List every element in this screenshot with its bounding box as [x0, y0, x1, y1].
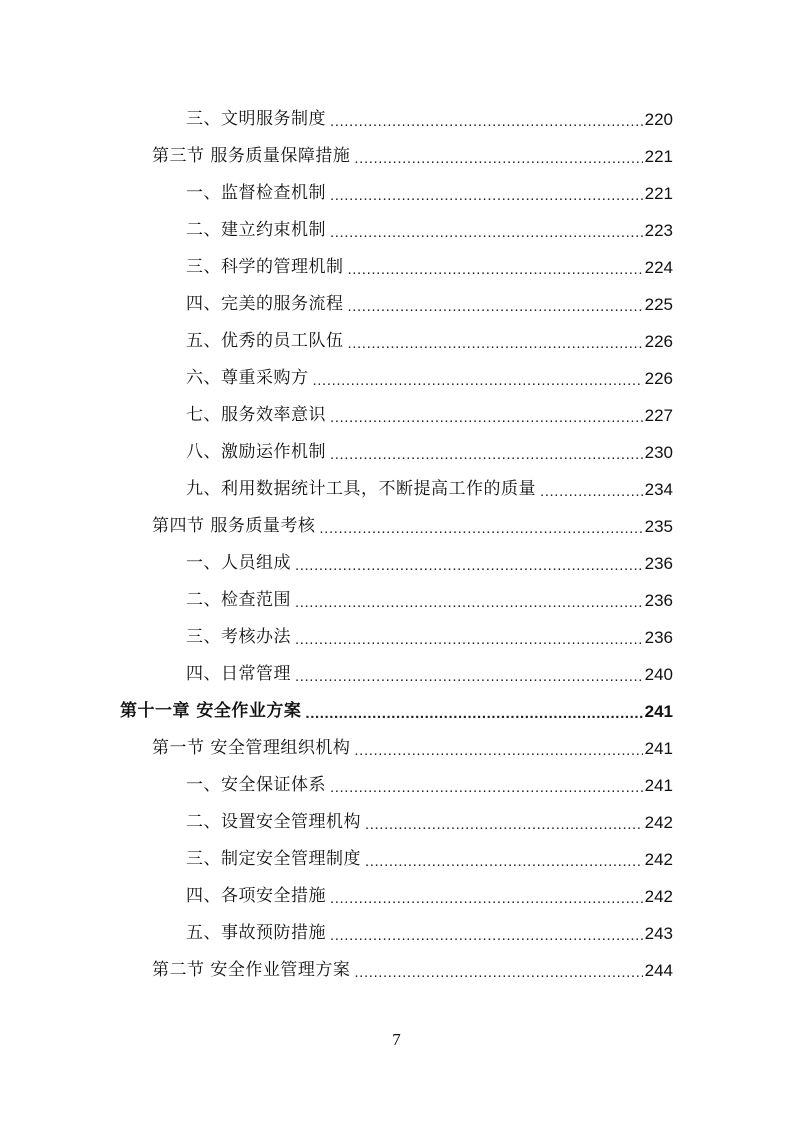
dot-leader: [330, 214, 643, 251]
toc-entry[interactable]: [186, 101, 673, 138]
toc-entry-page: 221: [644, 147, 673, 166]
dot-leader: [295, 547, 643, 584]
toc-entry-label: 三、制定安全管理制度: [186, 849, 361, 869]
toc-entry[interactable]: [186, 434, 673, 471]
dot-leader: [348, 251, 643, 288]
toc-entry-page: 241: [644, 776, 673, 795]
toc-entry[interactable]: [186, 360, 673, 397]
toc-entry-label: 八、激励运作机制: [186, 442, 326, 462]
toc-entry[interactable]: [186, 582, 673, 619]
toc-entry-label: 三、文明服务制度: [186, 109, 326, 129]
toc-entry[interactable]: [152, 508, 673, 545]
dot-leader: [313, 362, 643, 399]
toc-entry[interactable]: [186, 619, 673, 656]
toc-entry-label: 二、建立约束机制: [186, 220, 326, 240]
toc-entry-label: 四、各项安全措施: [186, 886, 326, 906]
toc-entry[interactable]: [186, 175, 673, 212]
toc-entry[interactable]: [186, 767, 673, 804]
toc-entry[interactable]: [186, 915, 673, 952]
toc-entry-page: 240: [644, 665, 673, 684]
dot-leader: [330, 177, 643, 214]
toc-entry-label: 五、优秀的员工队伍: [186, 331, 344, 351]
toc-entry-page: 230: [644, 443, 673, 462]
dot-leader: [295, 658, 643, 695]
toc-entry-page: 224: [644, 258, 673, 277]
toc-entry-page: 236: [644, 628, 673, 647]
dot-leader: [330, 103, 643, 140]
toc-entry[interactable]: [186, 656, 673, 693]
dot-leader: [330, 769, 643, 806]
dot-leader: [305, 695, 642, 732]
dot-leader: [319, 510, 642, 547]
dot-leader: [354, 140, 642, 177]
toc-entry[interactable]: [186, 878, 673, 915]
toc-entry-label: 九、利用数据统计工具，不断提高工作的质量: [186, 479, 536, 499]
dot-leader: [348, 288, 643, 325]
dot-leader: [330, 880, 643, 917]
toc-entry[interactable]: [186, 323, 673, 360]
toc-entry-label: 第三节 服务质量保障措施: [152, 146, 351, 166]
toc-entry-label: 一、人员组成: [186, 553, 291, 573]
toc-entry[interactable]: [152, 730, 673, 767]
dot-leader: [540, 473, 643, 510]
toc-entry-page: 244: [644, 961, 673, 980]
toc-entry-label: 六、尊重采购方: [186, 368, 309, 388]
toc-entry-label: 二、设置安全管理机构: [186, 812, 361, 832]
toc-entry-page: 227: [644, 406, 673, 425]
dot-leader: [348, 325, 643, 362]
toc-entry-page: 242: [644, 813, 673, 832]
toc-entry-page: 241: [644, 702, 673, 721]
toc-entry-page: 223: [644, 221, 673, 240]
toc-entry-page: 243: [644, 924, 673, 943]
toc-entry-label: 四、完美的服务流程: [186, 294, 344, 314]
toc-entry-label: 二、检查范围: [186, 590, 291, 610]
dot-leader: [295, 584, 643, 621]
toc-entry[interactable]: [186, 804, 673, 841]
toc-entry-label: 第二节 安全作业管理方案: [152, 960, 351, 980]
dot-leader: [295, 621, 643, 658]
dot-leader: [365, 806, 643, 843]
toc-entry[interactable]: [186, 212, 673, 249]
toc-entry-label: 一、安全保证体系: [186, 775, 326, 795]
toc-entry-label: 第四节 服务质量考核: [152, 516, 316, 536]
toc-entry-page: 220: [644, 110, 673, 129]
toc-entry-page: 235: [644, 517, 673, 536]
toc-entry[interactable]: [186, 249, 673, 286]
toc-entry-label: 第十一章 安全作业方案: [120, 701, 302, 721]
toc-entry-page: 236: [644, 591, 673, 610]
toc-entry[interactable]: [186, 545, 673, 582]
toc-entry-page: 226: [644, 332, 673, 351]
toc-entry-label: 四、日常管理: [186, 664, 291, 684]
toc-entry[interactable]: [186, 397, 673, 434]
toc-entry[interactable]: [152, 952, 673, 989]
toc-entry-label: 三、科学的管理机制: [186, 257, 344, 277]
toc-entry-page: 242: [644, 887, 673, 906]
dot-leader: [330, 399, 643, 436]
toc-entry[interactable]: [152, 138, 673, 175]
dot-leader: [365, 843, 643, 880]
toc-entry-label: 三、考核办法: [186, 627, 291, 647]
toc-entry-page: 225: [644, 295, 673, 314]
toc-chapter-entry[interactable]: [120, 693, 673, 730]
toc-entry[interactable]: [186, 471, 673, 508]
toc-entry-label: 七、服务效率意识: [186, 405, 326, 425]
toc-entry-page: 241: [644, 739, 673, 758]
toc-entry-page: 226: [644, 369, 673, 388]
toc-entry-page: 236: [644, 554, 673, 573]
dot-leader: [354, 954, 642, 991]
toc-entry[interactable]: [186, 841, 673, 878]
page-number: 7: [392, 1030, 401, 1049]
dot-leader: [330, 436, 643, 473]
dot-leader: [354, 732, 642, 769]
toc-entry-label: 五、事故预防措施: [186, 923, 326, 943]
toc-entry-page: 234: [644, 480, 673, 499]
toc-entry-page: 242: [644, 850, 673, 869]
toc-entry-page: 221: [644, 184, 673, 203]
dot-leader: [330, 917, 643, 954]
toc-entry-label: 第一节 安全管理组织机构: [152, 738, 351, 758]
toc-entry-label: 一、监督检查机制: [186, 183, 326, 203]
toc-entry[interactable]: [186, 286, 673, 323]
